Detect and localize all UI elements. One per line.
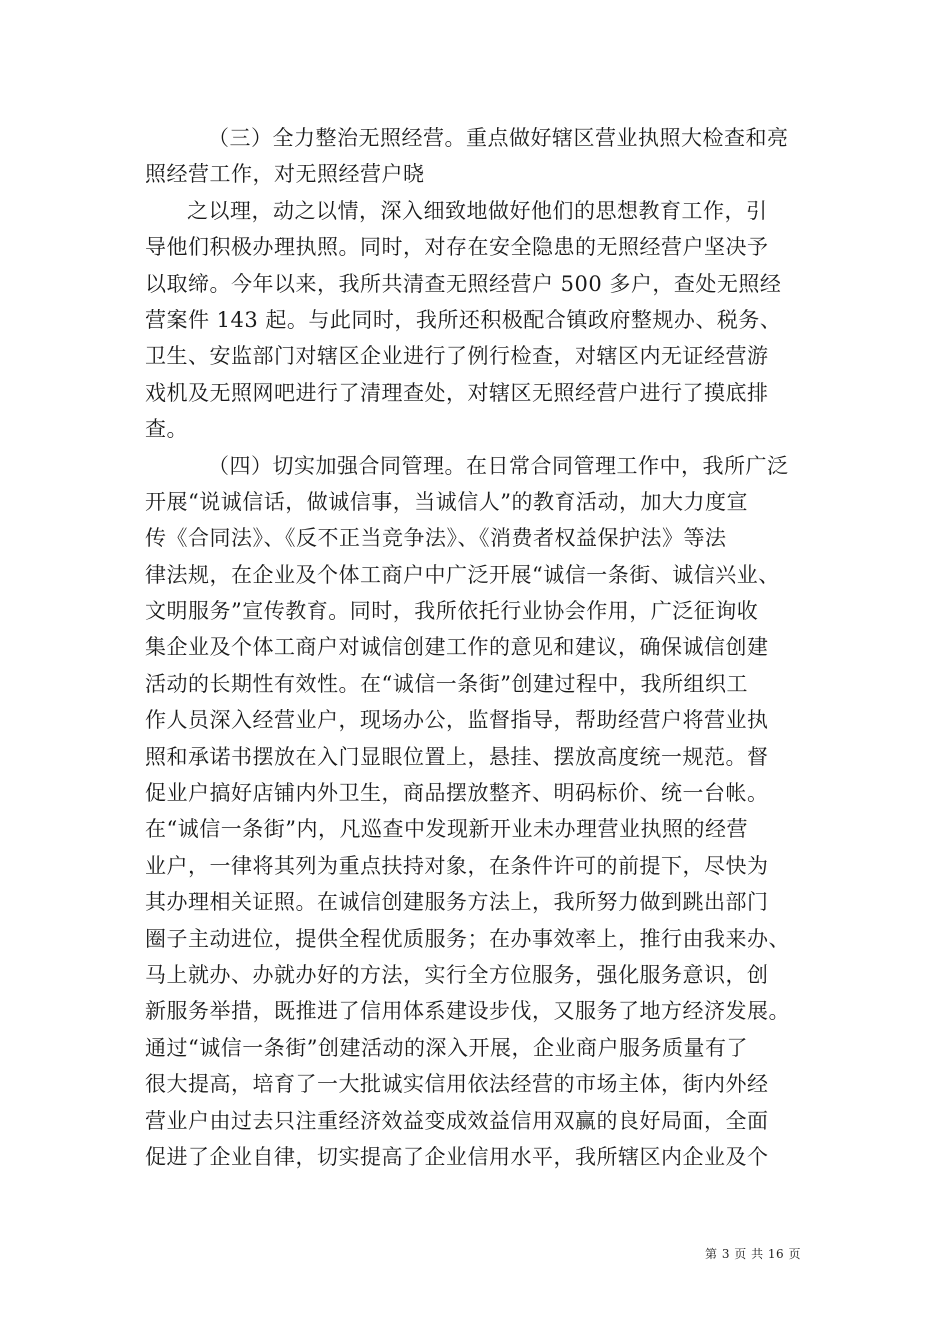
text-line: 文明服务”宣传教育。同时，我所依托行业协会作用，广泛征询收 (145, 599, 759, 624)
page-number-footer: 第 3 页 共 16 页 (705, 1247, 801, 1261)
text-line: （四）切实加强合同管理。在日常合同管理工作中，我所广泛 (208, 453, 789, 478)
text-line: 开展“说诚信话，做诚信事，当诚信人”的教育活动，加大力度宣 (145, 489, 748, 514)
paragraph-section-three (145, 120, 810, 193)
paragraph-section-four (145, 448, 810, 1176)
text-line: 通过“诚信一条街”创建活动的深入开展，企业商户服务质量有了 (145, 1035, 748, 1060)
text-line: 新服务举措，既推进了信用体系建设步伐，又服务了地方经济发展。 (145, 999, 790, 1024)
text-line: 营案件 143 起。与此同时，我所还积极配合镇政府整规办、税务、 (145, 307, 782, 332)
text-line: 促业户搞好店铺内外卫生，商品摆放整齐、明码标价、统一台帐。 (145, 781, 769, 806)
text-line: 之以理，动之以情，深入细致地做好他们的思想教育工作，引 (187, 198, 768, 223)
text-line: 传《合同法》、《反不正当竞争法》、《消费者权益保护法》等法 (145, 526, 727, 551)
text-line: 圈子主动进位，提供全程优质服务；在办事效率上，推行由我来办、 (145, 926, 790, 951)
text-line: 照经营工作，对无照经营户晓 (145, 162, 425, 187)
text-line: 照和承诺书摆放在入门显眼位置上，悬挂、摆放高度统一规范。督 (145, 744, 769, 769)
text-line: 集企业及个体工商户对诚信创建工作的意见和建议，确保诚信创建 (145, 635, 769, 660)
text-line: 业户，一律将其列为重点扶持对象，在条件许可的前提下，尽快为 (145, 853, 769, 878)
text-line: 导他们积极办理执照。同时，对存在安全隐患的无照经营户坚决予 (145, 235, 769, 260)
text-line: 作人员深入经营业户，现场办公，监督指导，帮助经营户将营业执 (145, 708, 769, 733)
text-line: 戏机及无照网吧进行了清理查处，对辖区无照经营户进行了摸底排 (145, 380, 769, 405)
text-line: 营业户由过去只注重经济效益变成效益信用双赢的良好局面，全面 (145, 1108, 769, 1133)
text-line: 律法规，在企业及个体工商户中广泛开展“诚信一条街、诚信兴业、 (145, 562, 780, 587)
text-line: 卫生、安监部门对辖区企业进行了例行检查，对辖区内无证经营游 (145, 344, 769, 369)
text-line: 马上就办、办就办好的方法，实行全方位服务，强化服务意识，创 (145, 962, 769, 987)
text-line: 活动的长期性有效性。在“诚信一条街”创建过程中，我所组织工 (145, 671, 748, 696)
text-line: 其办理相关证照。在诚信创建服务方法上，我所努力做到跳出部门 (145, 890, 769, 915)
text-line: （三）全力整治无照经营。重点做好辖区营业执照大检查和亮 (208, 126, 789, 150)
text-line: 在“诚信一条街”内，凡巡查中发现新开业未办理营业执照的经营 (145, 817, 748, 842)
text-line: 查。 (145, 417, 188, 442)
text-line: 很大提高，培育了一大批诚实信用依法经营的市场主体，街内外经 (145, 1072, 769, 1097)
text-line: 以取缔。今年以来，我所共清查无照经营户 500 多户，查处无照经 (145, 271, 782, 296)
paragraph-unlicensed-cleanup (145, 193, 810, 448)
body-text (145, 120, 810, 1175)
text-line: 促进了企业自律，切实提高了企业信用水平，我所辖区内企业及个 (145, 1144, 769, 1169)
